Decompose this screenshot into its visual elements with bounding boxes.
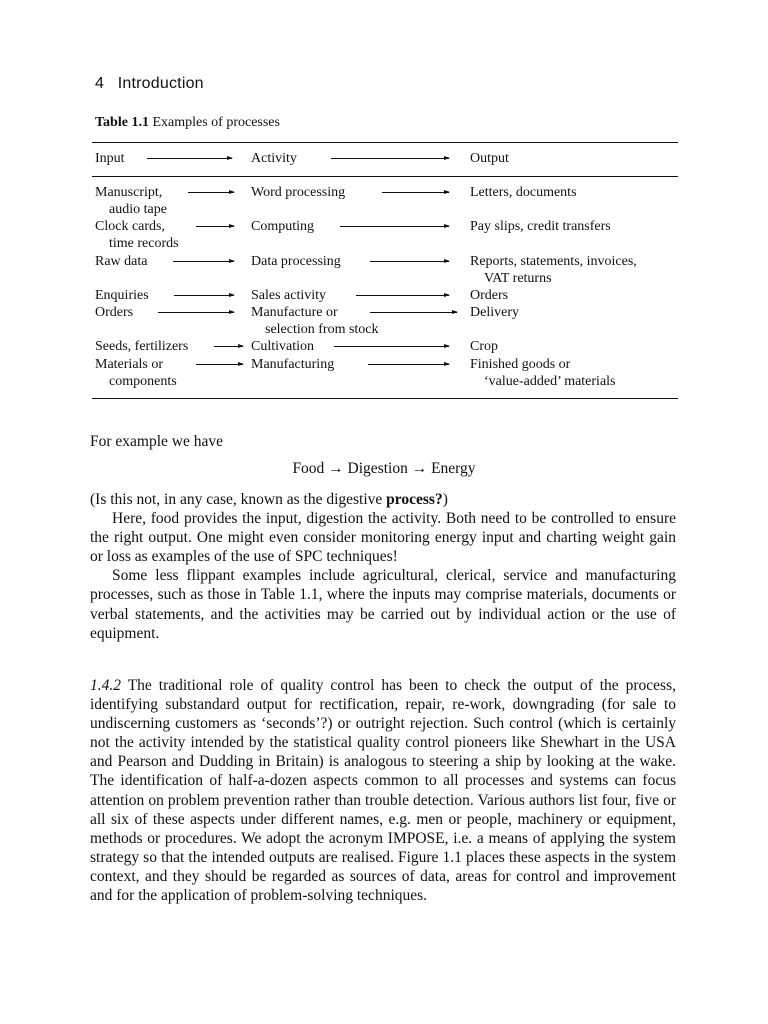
section-text: The traditional role of quality control has been to check the output of the process, identifying substandard output for rectification, repair, re-work, downgrading (for sale to undiscerning customers as ‘seconds’?) or outright rejection. Such control (which is certainly not the activity intended by the statistical quality control pioneers like Shewhart in the USA and Pearson and Dudding in Britain) is analogous to steering a ship by looking at the wake. The identification of half-a-dozen aspects common to all processes and systems can focus attention on problem prevention rather than trouble detection. Various authors list four, five or all six of these aspects under different names, e.g. men or people, machinery or equipment, methods or procedures. We adopt the acronym IMPOSE, i.e. a means of applying the system strategy so that the intended outputs are realised. Figure 1.1 places these aspects in the system context, and they should be regarded as sources of data, areas for control and improvement and for the application of problem-solving techniques.	[90, 677, 676, 905]
arrow-icon	[173, 261, 234, 262]
chapter-title: Introduction	[117, 75, 204, 92]
table-cell-activity: Computing	[251, 219, 315, 234]
table-top-rule	[92, 142, 678, 143]
arrow-icon	[382, 192, 449, 193]
arrow-icon	[214, 346, 243, 347]
header-arrow-icon	[331, 158, 449, 159]
arrow-icon	[334, 346, 449, 347]
table-caption	[95, 115, 280, 131]
arrow-icon	[174, 295, 234, 296]
paragraph-flippant: Some less flippant examples include agricultural, clerical, service and manufacturing processes, such as those in Table 1.1, where the inputs may comprise materials, documents or verbal statements, and the activities may be carried out by individual action or the use of equipment.	[90, 567, 676, 642]
table-caption-text: Examples of processes	[152, 115, 280, 130]
table-cell-activity: Manufacturing	[251, 357, 335, 372]
table-cell-input: Seeds, fertilizers	[95, 339, 189, 354]
table-bottom-rule	[92, 398, 678, 399]
table-cell-output: Orders	[470, 288, 509, 303]
table-cell-input: Clock cards,	[95, 219, 165, 234]
body-paragraphs	[90, 490, 676, 643]
question-line: (Is this not, in any case, known as the digestive process?)	[90, 491, 448, 508]
table-label: Table 1.1	[95, 115, 149, 130]
table-cell-activity: Word processing	[251, 185, 346, 200]
table-header-rule	[92, 176, 678, 177]
table-cell-input: Manuscript,	[95, 185, 163, 200]
arrow-icon	[196, 364, 243, 365]
table-cell-output: Pay slips, credit transfers	[470, 219, 611, 234]
paragraph-food: Here, food provides the input, digestion the activity. Both need to be controlled to ensure the right output. One might even consider monitoring energy input and charting weight gain or loss as examples of the use of SPC techniques!	[90, 510, 676, 566]
intro-line: For example we have	[90, 433, 223, 450]
running-head	[95, 75, 204, 93]
table-cell-output: VAT returns	[484, 271, 552, 286]
table-cell-input: Materials or	[95, 357, 164, 372]
table-cell-output: Crop	[470, 339, 498, 354]
table-cell-output: Delivery	[470, 305, 519, 320]
header-arrow-icon	[147, 158, 232, 159]
arrow-icon	[158, 312, 234, 313]
bold-process-word: process?	[386, 491, 443, 508]
table-cell-activity: selection from stock	[265, 322, 379, 337]
header-activity: Activity	[251, 151, 297, 166]
table-cell-input: Enquiries	[95, 288, 149, 303]
header-input: Input	[95, 151, 125, 166]
arrow-icon	[340, 226, 449, 227]
table-cell-output: Finished goods or	[470, 357, 571, 372]
food-equation: Food → Digestion → Energy	[292, 460, 476, 477]
section-paragraph	[90, 676, 676, 905]
table-cell-activity: Manufacture or	[251, 305, 338, 320]
table-cell-activity: Data processing	[251, 254, 341, 269]
table-cell-output: Reports, statements, invoices,	[470, 254, 637, 269]
arrow-icon	[196, 226, 234, 227]
arrow-icon	[370, 312, 457, 313]
table-cell-activity: Sales activity	[251, 288, 327, 303]
header-output: Output	[470, 151, 509, 166]
page-number: 4	[95, 75, 105, 92]
arrow-icon	[356, 295, 449, 296]
table-cell-output: Letters, documents	[470, 185, 577, 200]
arrow-icon	[370, 261, 449, 262]
table-cell-input: audio tape	[109, 202, 167, 217]
section-number: 1.4.2	[90, 677, 121, 694]
table-cell-input: time records	[109, 236, 179, 251]
table-cell-activity: Cultivation	[251, 339, 314, 354]
table-cell-input: components	[109, 374, 177, 389]
table-cell-input: Orders	[95, 305, 134, 320]
table-cell-output: ‘value-added’ materials	[484, 374, 616, 389]
arrow-icon	[188, 192, 234, 193]
arrow-icon	[368, 364, 449, 365]
table-cell-input: Raw data	[95, 254, 148, 269]
